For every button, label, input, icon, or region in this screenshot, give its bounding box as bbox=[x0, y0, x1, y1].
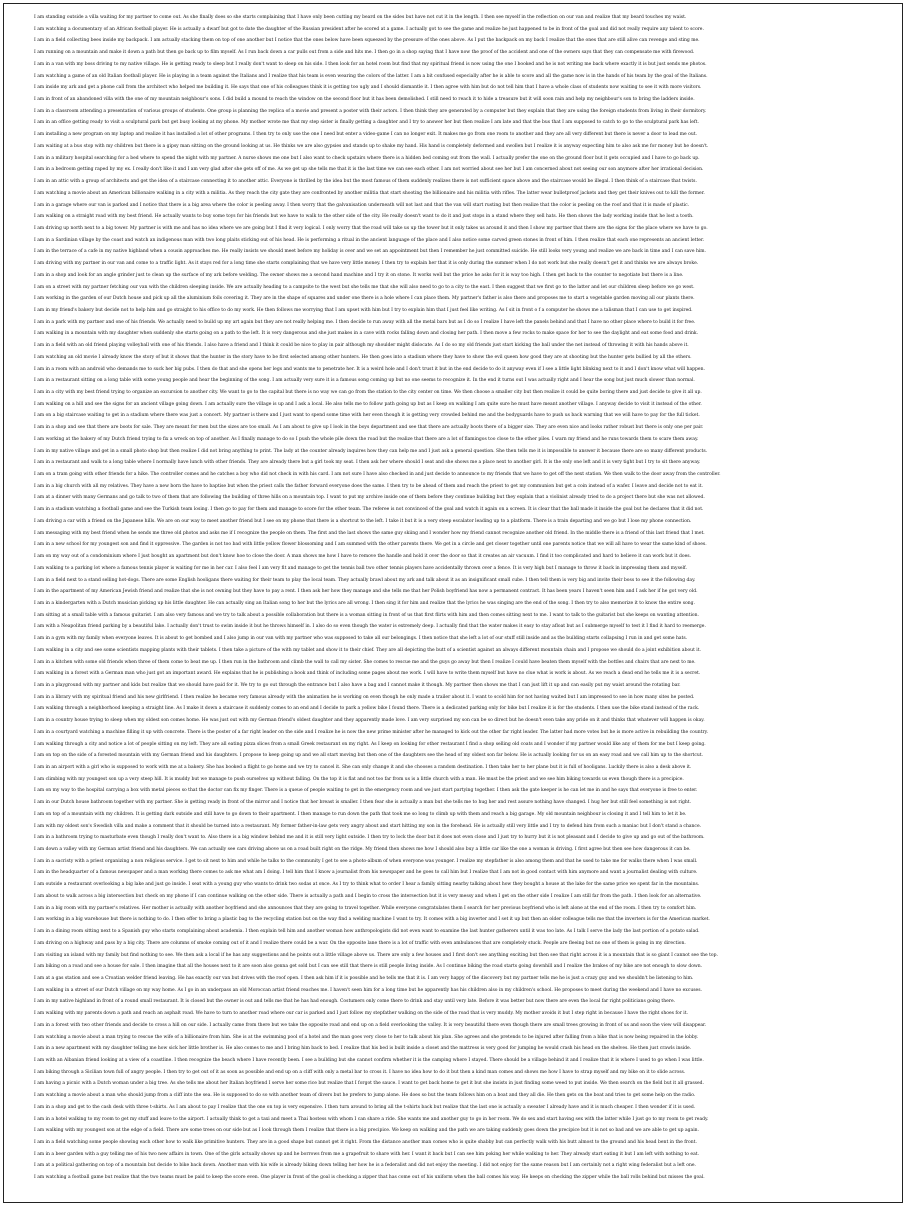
journal-entry: I am in an attic with a group of architects and get the idea of a staircase connecting it to another attic. Everyone is thrilled by the idea but the most famous of them suddenly realizes there is not sufficient space above and the staircase would be illegal. I then think of a staircase that twists. bbox=[34, 179, 697, 185]
journal-entry: I am in a field watching some people showing each other how to walk like primitive hunters. They are in a good shape but cannot get it right. From the distance another man comes who is quite shabby but can perfectly walk with his butt almost to the ground and his head bent in the front. bbox=[34, 1140, 697, 1145]
journal-entry: I am in a new apartment with my daughter telling me how sick her little brother is. He also comes to me and I bring him back to bed. I realize that his bed is built inside a closet and the mattress is very good for jumping he would crash his head on the shelves. He then just crawls inside. bbox=[34, 1046, 692, 1052]
journal-entry: I am watching a movie about an American billionaire walking in a city with a militia. As they reach the city gate they are confronted by another militia that start shooting the billionaire and his militia with rifles. The latter wear bulletproof jackets and they get their knives out to kill the former. bbox=[34, 190, 705, 196]
journal-entry: I am watching an old movie I already know the story of but it shows that the hunter in the story have to be first selected among other hunters. He then goes into a stadium where they have to show the evil queen how good they are at shooting but the hunter gets bullied by all the others. bbox=[34, 354, 692, 360]
journal-entry: I am walking with my youngest son at the edge of a field. There are some trees on our side but as I look through them I realize that there is a big precipice. We keep on walking and the path we are taking suddenly goes down the precipice but it is not so bad and we are able to get up again. bbox=[34, 1128, 700, 1134]
journal-entry: I am watching a documentary of an African football player. He is actually a dwarf but got to date the daughter of the Russian president after he scored at a game. I actually got to see the game and realize he just happened to be in front of the goal and did not really require any talent to score. bbox=[34, 26, 704, 32]
journal-entry: I am in the terrace of a cafe in my native highland when a cousin approaches me. He really insists we should meet before my holiday is over and we set an appointment but then I remember he just committed suicide. He still looks very young and realize we are back in time and I can save him. bbox=[34, 249, 706, 255]
journal-entry: I am with a Neapolitan friend parking by a beautiful lake. I actually don't trust to swim inside it but he throws himself in. I also do so even though the water is extremely deep. I actually find that the water makes it easy to stay afloat but as I submerge myself to test it I find it hard to reemerge. bbox=[34, 624, 706, 630]
journal-entry: I am at a gas station and see a Croatian welder friend leaving. He has exactly our van but drives with the roof open. I then ask him if it is possible and he tells me that it is. I am very happy of the discovery but my partner tells me he is just a crazy guy and we shouldn't be listening to him. bbox=[34, 975, 694, 981]
journal-entry: I am walking in a street of our Dutch village on my way home. As I go in an underpass an old Moroccan artist friend reaches me. I haven't seen him for a long time but he apparently has his children also in my children's school. He proposes to meet during the weekend and I have no excuses. bbox=[34, 987, 702, 993]
journal-entry: I am on a street with my partner fetching our van with the children sleeping inside. We are actually heading to a campsite to the west but she tells me that she will also need to go to a city to the east. I then suggest that we first go to the latter and let our children sleep before we go west. bbox=[34, 284, 695, 290]
journal-entry: I am in a beer garden with a guy telling me of his two new affairs in town. One of the girls actually shows up and he borrows from me a grapefruit to share with her. I want it back but I can see him poking her while walking to her. They already start eating it but I am left with nothing to eat. bbox=[34, 1151, 700, 1157]
journal-entry: I am watching a football game but realize that the two teams must be paid to keep the score even. One player in front of the goal is checking a zipper that has come out of his uniform when the ball comes his way. He keeps on checking the zipper while the ball rolls behind but misses the goal. bbox=[34, 1175, 705, 1181]
journal-entry: I am working in a big warehouse but there is nothing to do. I then offer to bring a plastic bag to the recycling station but on the way find a welding machine I want to try. It comes with a big inverter and I set it up but then an older colleague tells me that the inverters is for the American market. bbox=[34, 917, 710, 923]
journal-entry: I am in a restaurant and walk to a long table where I normally have lunch with other friends. They are already there but a girl took my seat. I then ask her where should I seat and she shows me a place next to another girl. It is the only one left and it is very tight but I try to sit there anyway. bbox=[34, 460, 701, 466]
journal-entry: I am walking through a city and notice a lot of people sitting on my left. They are all eating pizza slices from a small Greek restaurant on my right. As I keep on looking for other restaurant I find a shop selling old coats and I wonder if my partner would like any of them for me but I keep going. bbox=[34, 741, 706, 747]
journal-entry: I am down a valley with my German artist friend and his daughters. We can actually see cars driving above us on a road built right on the ridge. My friend then shows me how I should also buy a little car like the one a woman is driving. I first agree but then see how dangerous it can be. bbox=[34, 847, 691, 853]
journal-entry: I am in a dining room sitting next to a Spanish guy who starts complaining about academia. I then explain tell him and another woman how anthropologists did not even want to examine the last hunter gatherers until it was too late. As I talk I serve the lady the last portion of a potato salad. bbox=[34, 929, 700, 935]
journal-entry: I am in my native highland in front of a round small restaurant. It is closed but the owner is out and tells me that he has had enough. Costumers only come there to drink and stay until very late. Before it was better but now there are even the local far right politicians going there. bbox=[34, 999, 676, 1005]
journal-entry: I am in our Dutch house bathroom together with my partner. She is getting ready in front of the mirror and I notice that her breast is smaller. I then fear she is actually a man but she tells me to hug her and rest assure nothing have changed. I hug her but still feel something is not right. bbox=[34, 800, 692, 806]
journal-entry: I am working at the bakery of my Dutch friend trying to fix a wreck on top of another. As I finally manage to do so I push the whole pile down the road but the realize that there are a lot of flamingos too close to the other piles. I warn my friend and he runs towards them to scare them away. bbox=[34, 436, 699, 442]
journal-entry: I am outside a restaurant overlooking a big lake and just go inside. I seat with a young guy who wants to drink two sodas at once. As I try to think what to order I hear a family sitting nearby talking about how they bought a house at the lake for the same price we spent far in the mountains. bbox=[34, 882, 700, 888]
journal-entry: I am in my native village and get in a small photo shop but then realize I did not bring anything to print. The lady at the counter already inquires how they can help me and I just ask a general question. She then tells me it is impossible to answer it because there are so many different products. bbox=[34, 448, 708, 454]
journal-entry: I am in a military hospital searching for a bed where to spend the night with my partner. A nurse shows me one but I also want to check upstairs where there is a hidden bed coming out from the wall. I actually prefer the one on the ground floor but it gets occupied and I have to go back up. bbox=[34, 155, 700, 161]
journal-entry: I am in a stadium watching a football game and see the Turkish team losing. I then go to pay for them and manage to score for the other team. The referee is not convinced of the goal and watch it again on a screen. It is clear that the ball made it inside the goal but he declares that it did not. bbox=[34, 507, 704, 513]
journal-entry: I am on top of a mountain with my children. It is getting dark outside and still have to go down to their apartment. I then manage to run down the path that took me so long to climb up with them and reach a big garage. My old mountain neighbour is closing it and I tell him to let it be. bbox=[34, 811, 687, 817]
journal-entry: I am in a forest with two other friends and decide to cross a hill on our side. I actually came from there but we take the opposite road and end up on a field overlooking the valley. It is very beautiful there even though there are small trees growing in front of us and soon the view will disappear. bbox=[34, 1022, 707, 1028]
journal-entry: I am in a playground with my partner and kids but realize that we should have paid for it. We try to go out through the entrance but I also have a bag and I cannot make it though. My partner then shows me that I can just lift it up and can easily put my waist around the rotating bar. bbox=[34, 682, 681, 688]
journal-entry: I am in the apartment of my American Jewish friend and realize that she is not owning but they have to pay a rent. I then ask her how they manage and she tells me that her Polish boyfriend has now a permanent contract. It has been years I haven't seen him and I ask her if he got very old. bbox=[34, 589, 698, 595]
journal-entry: I am driving up north next to a big tower. My partner is with me and has no idea where we are going but I find it very logical. I only worry that the road will take us up the tower but it only takes us around it and then I show my partner that there are the signs for the place where we have to go. bbox=[34, 225, 708, 231]
journal-entry: I am in a field collecting bees inside my backpack. I am actually stacking them on top of one another but I notice that the ones below have been squeezed by the pressure of the ones above. As I put the backpack on my back I realize that the ones that are still alive can revenge and sting me. bbox=[34, 38, 700, 44]
journal-entry: I am in an airport with a girl who is supposed to work with me at a bakery. She has booked a flight to go home and we try to cancel it. She can only change it and she chooses a random destination. I then take her to her plane but it is full of hooligans. Luckily there is also a desk above it. bbox=[34, 765, 692, 770]
journal-entry: I am in a city with my best friend trying to organize an excursion to another city. We want to go to the capital but there is no way we can go from the station to the city center on time. We then choose a smaller city but then realize it could be quite boring there and just decide to give it all up. bbox=[34, 390, 702, 395]
journal-entry: I am in a van with my boss driving to my native village. He is getting ready to sleep but I really don't want to sleep on his side. I then look for an hotel room but find that my spiritual friend is now using the one I booked and he is not writing me back where exactly it is but just sends me photos. bbox=[34, 61, 707, 67]
journal-entry: I am with my oldest son's Swedish villa and make a comment that it should be turned into a restaurant. My former father-in-law gets very angry about and start hitting my son in the forehead. He is actually still very little and I try to defend him from such a maniac but I don't stand a chance. bbox=[34, 823, 702, 829]
journal-entry: I am in a hotel walking to my room to get my stuff and leave to the airport. I actually think to get a taxi and meet a Thai hostess with whom I can share a ride. She wants me and another guy to go in her room. We do sex and start having sex with the latter while I just go to my room to get ready. bbox=[34, 1116, 709, 1122]
journal-entry: I am in a Sardinian village by the coast and watch an indigenous man with two long plaits sticking out of his head. He is performing a ritual in the ancient language of the place and I also notice some carved green stones in front of him. I then realize that each one represents an ancient letter. bbox=[34, 237, 705, 243]
journal-entry: I am with an Albanian friend looking at a view of a coastline. I then recognize the beach where I have recently been. I see a building but she cannot confirm whether it is the camping where I stayed. There should be a village behind it and I realize that it is where I used to go when I was little. bbox=[34, 1057, 704, 1063]
journal-entry: I am in a big room with my partner's relatives. Her mother is actually with another boyfriend and she announces that they are going to travel together. While everyone congratulates them I search for her previous boyfriend who is left alone at the end of the room. I then try to comfort him. bbox=[34, 905, 697, 911]
journal-entry: I am inside my ark and get a phone call from the architect who helped me building it. He says that one of his colleagues think it is getting too ugly and I should dismantle it. I then agree with him but do not tell him that I have a whole class of students now waiting to see it with more visitors. bbox=[34, 85, 702, 91]
journal-entry: I am walking through a neighborhood keeping a straight line. As I make it down a staircase it suddenly comes to an end and I decide to park a yellow bike I found there. There is a dedicated parking only for bike but I realize it is for the students. I then use the bike stand instead of the rack. bbox=[34, 706, 700, 712]
journal-entry: I am on a big staircase waiting to get in a stadium where there was just a concert. My partner is there and I just want to spend some time with her even though it is getting very crowded behind me and the bodyguards have to push us back warning that we will have to pay for the full ticket. bbox=[34, 413, 700, 419]
journal-entry: I am at a dinner with many Germans and go talk to two of them that are following the building of three hills on a mountain top. I want to put my archive inside one of them before they continue building but they explain that a violinist already tried to do a project there but she was not allowed. bbox=[34, 495, 705, 501]
journal-entry: I am in a shop and see that there are boots for sale. They are meant for men but the sizes are too small. As I am about to give up I look in the boys department and see that there are actually boots there of a bigger size. They are even nice and looks rather robust but there is only one per pair. bbox=[34, 425, 704, 431]
journal-entry: I am in my friend's bakery but decide not to help him and go straight to his office to do my work. He then follows me worrying that I am upset with him but I try to explain him that I just feel like writing. As I sit in front o f a computer he shows me a talisman that I can use to get inspired. bbox=[34, 307, 693, 313]
journal-entry: I am in a shop and get to the cash desk with three t-shirts. As I am about to pay I realize that the one on top is very expensive. I then turn around to bring all the t-shirts back but realize that the last one is actually a sweater I already have and it is much cheaper. I then wonder if it is used. bbox=[34, 1104, 696, 1110]
journal-entry: I am watching a movie about a man who should jump from a cliff into the sea. He is supposed to do so with another team of divers but he prefers to jump alone. He does so but the team follows him on a boat and they all die. He then gets on the boat and tries to get some help on the radio. bbox=[34, 1093, 696, 1099]
journal-entry: I am watching a movie about a man trying to rescue the wife of a billionaire from him. She is at the swimming pool of a hotel and the man goes very close to her to talk about his plan. She agrees and she pretends to be injured after falling from a bike that is now being repaired in the lobby. bbox=[34, 1034, 699, 1040]
journal-entry: I am walking on a straight road with my best friend. He actually wants to buy some toys for his friends but we have to walk to the other side of the city. He really doesn't want to do it and just stops in a stand where they sell hats. He then shows the lady working inside that he lost a tooth. bbox=[34, 214, 694, 220]
journal-entry: I am in an office getting ready to visit a sculptural park but get busy looking at my phone. My mother wrote me that my step sister is finally getting a daughter and I try to answer her but then realize I am late and that the bus that I am supposed to catch to go to the sculptural park has left. bbox=[34, 120, 699, 126]
journal-entry: I am in front of an abandoned villa with the one of my mountain neighbour's sons. I did build a mound to reach the window on the second floor but it has been demolished. I still need to reach it to hide a treasure but it will soon rain and help my neighbour's son to bring the ladders inside. bbox=[34, 97, 695, 103]
dream-journal-text bbox=[34, 12, 882, 1184]
journal-entry: I am in a library with my spiritual friend and his new girlfriend. I then realize he became very famous already with the animation he is working on even though he only made a trailer about it. I want to scold him for not having waited but I am impressed to see in how many sites he posted. bbox=[34, 694, 695, 700]
journal-entry: I am on my way out of a condominium where I just bought an apartment but don't know hoe to close the door. A man shows me how I have to remove the handle and hold it over the door so that it creates an air vacuum. I find it too complicated and hard to believe it can work but it does. bbox=[34, 554, 691, 560]
journal-entry: I am on a tram going with other friends for a hike. The controller comes and he catches a boy who did not check in with his card. I am not sure I have also checked in and just decide to announce to my friends that we have to get off the next station. We then walk to the door away from the controller. bbox=[34, 472, 721, 478]
journal-entry: I am in a shop and look for an angle grinder just to clean up the surface of my ark before welding. The owner shows me a second hand machine and I try it on stone. It works well but the price he asks for it is way too high. I then get back to the counter to negotiate but there is a line. bbox=[34, 272, 684, 278]
journal-entry: I am waiting at a bus stop with my children but there is a gipsy man sitting on the ground looking at us. He thinks we are also gypsies and stands up to shake my hand. His hand is completely deformed and swollen but I realize it is anyway expecting him to also ask me for money but he doesn't. bbox=[34, 143, 709, 149]
journal-entry: I am in a field with an old friend playing volleyball with one of his friends. I also have a friend and I think it could be nice to play in pair although my shoulder might dislocate. As I do so my old friends just start kicking the ball under the net instead of throwing it with his hands above it. bbox=[34, 343, 689, 349]
journal-entry: I am driving a car with a friend on the Japanese hills. We are on our way to meet another friend but I see on my phone that there is a shortcut to the left. I take it but it is a very steep escalator leading up to a platform. There is a train departing and we go but I lose my phone connection. bbox=[34, 518, 692, 524]
journal-entry: I am running on a mountain and make it down a path but then go back up to film myself. As I run back down a car pulls out from a side and hits me. I then go in a shop saying that I have now the proof of the accident and one of the owners says that they can compensate me with firewood. bbox=[34, 50, 695, 56]
journal-entry: I am in a bathroom trying to masturbate even though I really don't want to. Also there is a big window behind me and it is still very light outside. I then try to lock the door but it does not even close and I just try to hurry but it is not pleasant and I decide to give up and go out of the bathroom. bbox=[34, 835, 705, 841]
journal-entry: I am in a park with my partner and one of his friends. We actually need to build up my art again but they are not really helping me. I then decide to run away with all the metal bars but as I do so I realize I have left the panels behind and that I have no other place where to build it for free. bbox=[34, 319, 696, 325]
journal-entry: I am driving on a highway and pass by a big city. There are columns of smoke coming out of it and I realize there could be a war. On the opposite lane there is a lot of traffic with even ambulances that are completely stuck. People are fleeing but no one of them is going in my direction. bbox=[34, 940, 686, 946]
journal-entry: I am on top on the side of a forested mountain with my German friend and his daughters. I propose to keep going up and we all start moving but then one of the daughters see the head of my oldest son far below. He is actually looking for us on an easy road and we call him up to the shortcut. bbox=[34, 753, 703, 759]
journal-entry: I am messaging with my best friend when he sends me three old photos and asks me if I recognize the people on them. The first and the last shows the same guy skiing and I wonder how my friend cannot recognize another old friend. In the middle there is a friend of this last friend that I met. bbox=[34, 530, 705, 536]
journal-entry: I am in a classroom attending a presentation of various groups of students. One group is planning the replica of a movie and present a poster with their actors. I then think they are generated by a computer but they explain that they are using the foreign students from living in their dormitory. bbox=[34, 108, 707, 114]
journal-entry: I am about to walk across a big intersection but check on my phone if I can continue walking on the other side. There is actually a path and I begin to cross the intersection but it is very messy and when I get on the other side I realize I am still far from the path. I then look for an alternative. bbox=[34, 893, 702, 899]
journal-entry: I am in a new school for my youngest son and find it oppressive. The garden is not too bad with little yellow flower blossoming and I am summed with the other parents there. We get in a circle and get closer together until one parents notice that we will all have to wear the same kind of shoes. bbox=[34, 542, 707, 548]
journal-entry: I am in the headquarter of a famous newspaper and a man working there comes to ask me what am I doing. I tell him that I know a journalist from his newspaper and he goes to call him but I realize that I am not in good contact with him anymore and want a journalist dealing with culture. bbox=[34, 870, 698, 876]
journal-entry: I am in a garage where our van is parked and I notice that there is a big area where the color is peeling away. I then worry that the galvanisation underneath will not last and that the van will start rusting but then realize that the color is peeling on the roof and that it is made of plastic. bbox=[34, 202, 690, 208]
journal-entry: I am walking in a city and see some scientists mapping plants with their tablets. I then take a picture of the with my tablet and show it to their chief. They are all depicting the butt of a scientist against an always different mountain chain and I propose we should do a joint exhibition about it. bbox=[34, 647, 701, 653]
journal-entry: I am watching a game of an old Italian football player. He is playing in a team against the Italians and I realize that his team is even wearing the colors of the latter. I am a bit confused especially after he is able to score and all the game now is in the hands of his team by the goal of the Italians. bbox=[34, 73, 708, 79]
journal-entry: I am working in the garden of our Dutch house and pick up all the aluminium foils covering it. They are in the shape of squares and under one there is a hole where I can place them. My partner's father is also there and proposes me to start a vegetable garden moving all our plants there. bbox=[34, 296, 695, 302]
journal-entry: I am biking on a road and see a house for sale. I then imagine that all the houses next to it are soon also gonna get sold but I can see still that there is still people living inside. As I continue biking the road starts going downhill and I realize the brakes of my bike are not enough to slow down. bbox=[34, 964, 703, 970]
journal-entry: I am driving with my partner in our van and come to a traffic light. As it stays red for a long time she starts complaining that we have very little money. I then try to explain her that it is only during the summer when I do not work but she really doesn't get it and thinks we are always broke. bbox=[34, 261, 699, 267]
journal-entry: I am in a bedroom getting raped by my ex. I really don't like it and I am very glad after she gets off of me. As we get up she tells me that it is the last time we can see each other. I am not worried about see her but I am concerned about not seeing our son anymore after her irrational decision. bbox=[34, 167, 704, 173]
journal-entry: I am walking on a hill and see the signs for an ancient village going down. I am actually sure the village is up and I ask a local. He also tells me to follow path going up but as I keep on walking I am quite sure he must have meant another village. I anyway decide to visit it instead of the other. bbox=[34, 401, 702, 407]
journal-entry: I am visiting an island with my family but find nothing to see. We then ask a local if he has any suggestions and he points out a little village above us. There are only a few houses and I first don't see anything exciting but then see that right across it is a mountain that is so giant I cannot see the top. bbox=[34, 952, 718, 958]
journal-entry: I am in a sacristy with a priest organizing a non religious service. I get to sit next to him and while he talks to the community I get to see a photo-album of when everyone was younger. I realize my stepfather is also among them and that he used to take me for walks there when I was small. bbox=[34, 858, 698, 864]
journal-entry: I am walking to a parking lot where a famous tennis player is waiting for me in her car. I also feel I am very fit and manage to get the tennis ball two other tennis players have accidentally thrown over a fence. It is very high but I manage to throw it back in impressing them and myself. bbox=[34, 565, 687, 571]
journal-entry: I am climbing with my youngest son up a very steep hill. It is muddy but we manage to push ourselves up without falling. On the top it is flat and not too far from us is a little church with a man. He must be the priest and we see him biking towards us even though there is a precipice. bbox=[34, 776, 684, 782]
page-frame bbox=[3, 3, 903, 1203]
journal-entry: I am biking through a Sicilian town full of angry people. I then try to get out of it as soon as possible and end up on a cliff with only a metal bar to cross it. I have no idea how to do it but then a kind man comes and shows me how I have to strap myself and my bike on it to slide across. bbox=[34, 1069, 686, 1075]
journal-entry: I am on my way to the hospital carrying a box with metal pieces so that the doctor can fix my finger. There is a queue of people waiting to get in the emergency room and we just start partying together. I then ask the gate keeper is he can let me in and he says that everyone is free to enter. bbox=[34, 788, 698, 794]
journal-entry: I am sitting at a small table with a famous guitarist. I am also very famous and we try to talk about a possible collaboration but there is a woman sitting in front of us that first flirts with him and then comes sitting next to me. I want to talk to the guitarist but she keeps on wanting attention. bbox=[34, 612, 699, 618]
journal-entry: I am at a political gathering on top of a mountain but decide to bike back down. Another man with his wife is already biking down telling her how he is a federalist and did not enjoy the meeting. I did not enjoy for the same reason but I am certainly not a right wing federalist but a left one. bbox=[34, 1163, 696, 1169]
journal-entry: I am walking in a forest with a German man who just got an important award. He explains that he is publishing a book and think of including some pages about me work. I will have to write them myself but have no clue what is work is about. As we reach a dead end he tells me it is a secret. bbox=[34, 671, 701, 677]
journal-entry: I am having a picnic with a Dutch woman under a big tree. As she tells me about her Italian boyfriend I serve her some rice but realize that I forgot the sauce. I want to get back home to get it but she insists in just finding some weed to put inside. We then search on the field but it all grassed. bbox=[34, 1081, 704, 1087]
journal-entry: I am in a room with an android who demands me to suck her big pubs. I then do that and she opens her legs and wants me to penetrate her. It is a weird hole and I don't trust it but in the end decide to do it anyway even if I see a little light blinking next to it and I don't know what will happen. bbox=[34, 366, 705, 372]
journal-entry: I am in a big church with all my relatives. They have a new born the have to baptise but when the priest calls the father forward everyone does the same. I then try to be ahead of them and reach the priest to get my communion but get a coin instead of a wafer. I leave and decide not to eat it. bbox=[34, 483, 703, 489]
journal-entry: I am in a kindergarten with a Dutch musician picking up his little daughter. He can actually sing an Italian song to her but the lyrics are all wrong. I then sing it for him and realize that the lyrics he was singing are the end of the song. I then try to also memorize it to know the entire song. bbox=[34, 600, 695, 606]
journal-entry: I am in a courtyard watching a machine filling it up with concrete. There is the poster of a far right leader on the side and I realize he is now the new prime minister after he managed to kick out the other far right leader. The latter had more votes but he is more active in rebuilding the country. bbox=[34, 729, 708, 735]
journal-entry: I am installing a new program on my laptop and realize it has installed a lot of other programs. I then try to only use the one I need but enter a video-game I can no longer exit. It makes me go from one room to another and they are all very different but there is never a door to lead me out. bbox=[34, 132, 697, 138]
journal-entry: I am walking with my parents down a path and reach an asphalt road. We have to turn to another road where our car is parked and I just follow my stepfather walking on the side of the road that is very muddy. My mother avoids it but I step right in because I have the right shoes for it. bbox=[34, 1011, 688, 1017]
journal-entry: I am in a restaurant sitting on a long table with some young people and hear the beginning of the song. I am actually very sure it is a famous song coming up but no one seems to recognize it. In the end it turns out I was actually right and I hear the song but just much slower than normal. bbox=[34, 378, 695, 384]
journal-entry: I am in a field next to a stand selling hot-dogs. There are some English hooligans there waiting for their team to play the local team. They actually brawl about my ark and talk about it as an insignificant small cube. I then tell them is very big and invite their boss to see it the following day. bbox=[34, 577, 696, 583]
journal-entry: I am walking in a mountain with my daughter when suddenly she starts going on a path to the left. It is very dangerous and she just makes in a cave with rocks falling down and closing her path. I then move a few rocks to make space for her to see the daylight and eat some food and drink. bbox=[34, 331, 699, 337]
journal-entry: I am in a gym with my family when everyone leaves. It is about to get bombed and I also jump in our van with my partner who was supposed to take all our belongings. I then notice that she left a lot of our stuff still inside and as the building starts collapsing I run in and get some hats. bbox=[34, 636, 688, 642]
journal-entry: I am in a kitchen with some old friends when three of them come to beat me up. I then run in the bathroom and climb the wall to call my sister. She comes to rescue me and the guys go away but then I realize I could have beaten them myself with the bottles and chairs that are next to me. bbox=[34, 659, 696, 665]
journal-entry: I am in a country house trying to sleep when my oldest son comes home. He was just out with my German friend's oldest daughter and they apparently made love. I am very surprised my son can be so direct but he doesn't even take any pride on it and thinks that whatever will happen is okay. bbox=[34, 718, 705, 724]
journal-entry: I am standing outside a villa waiting for my partner to come out. As she finally does so she starts complaining that I have only been cutting my beard on the sides but have not cut it in the length. I then see myself in the reflection on our van and realize that my beard touches my waist. bbox=[34, 15, 687, 20]
